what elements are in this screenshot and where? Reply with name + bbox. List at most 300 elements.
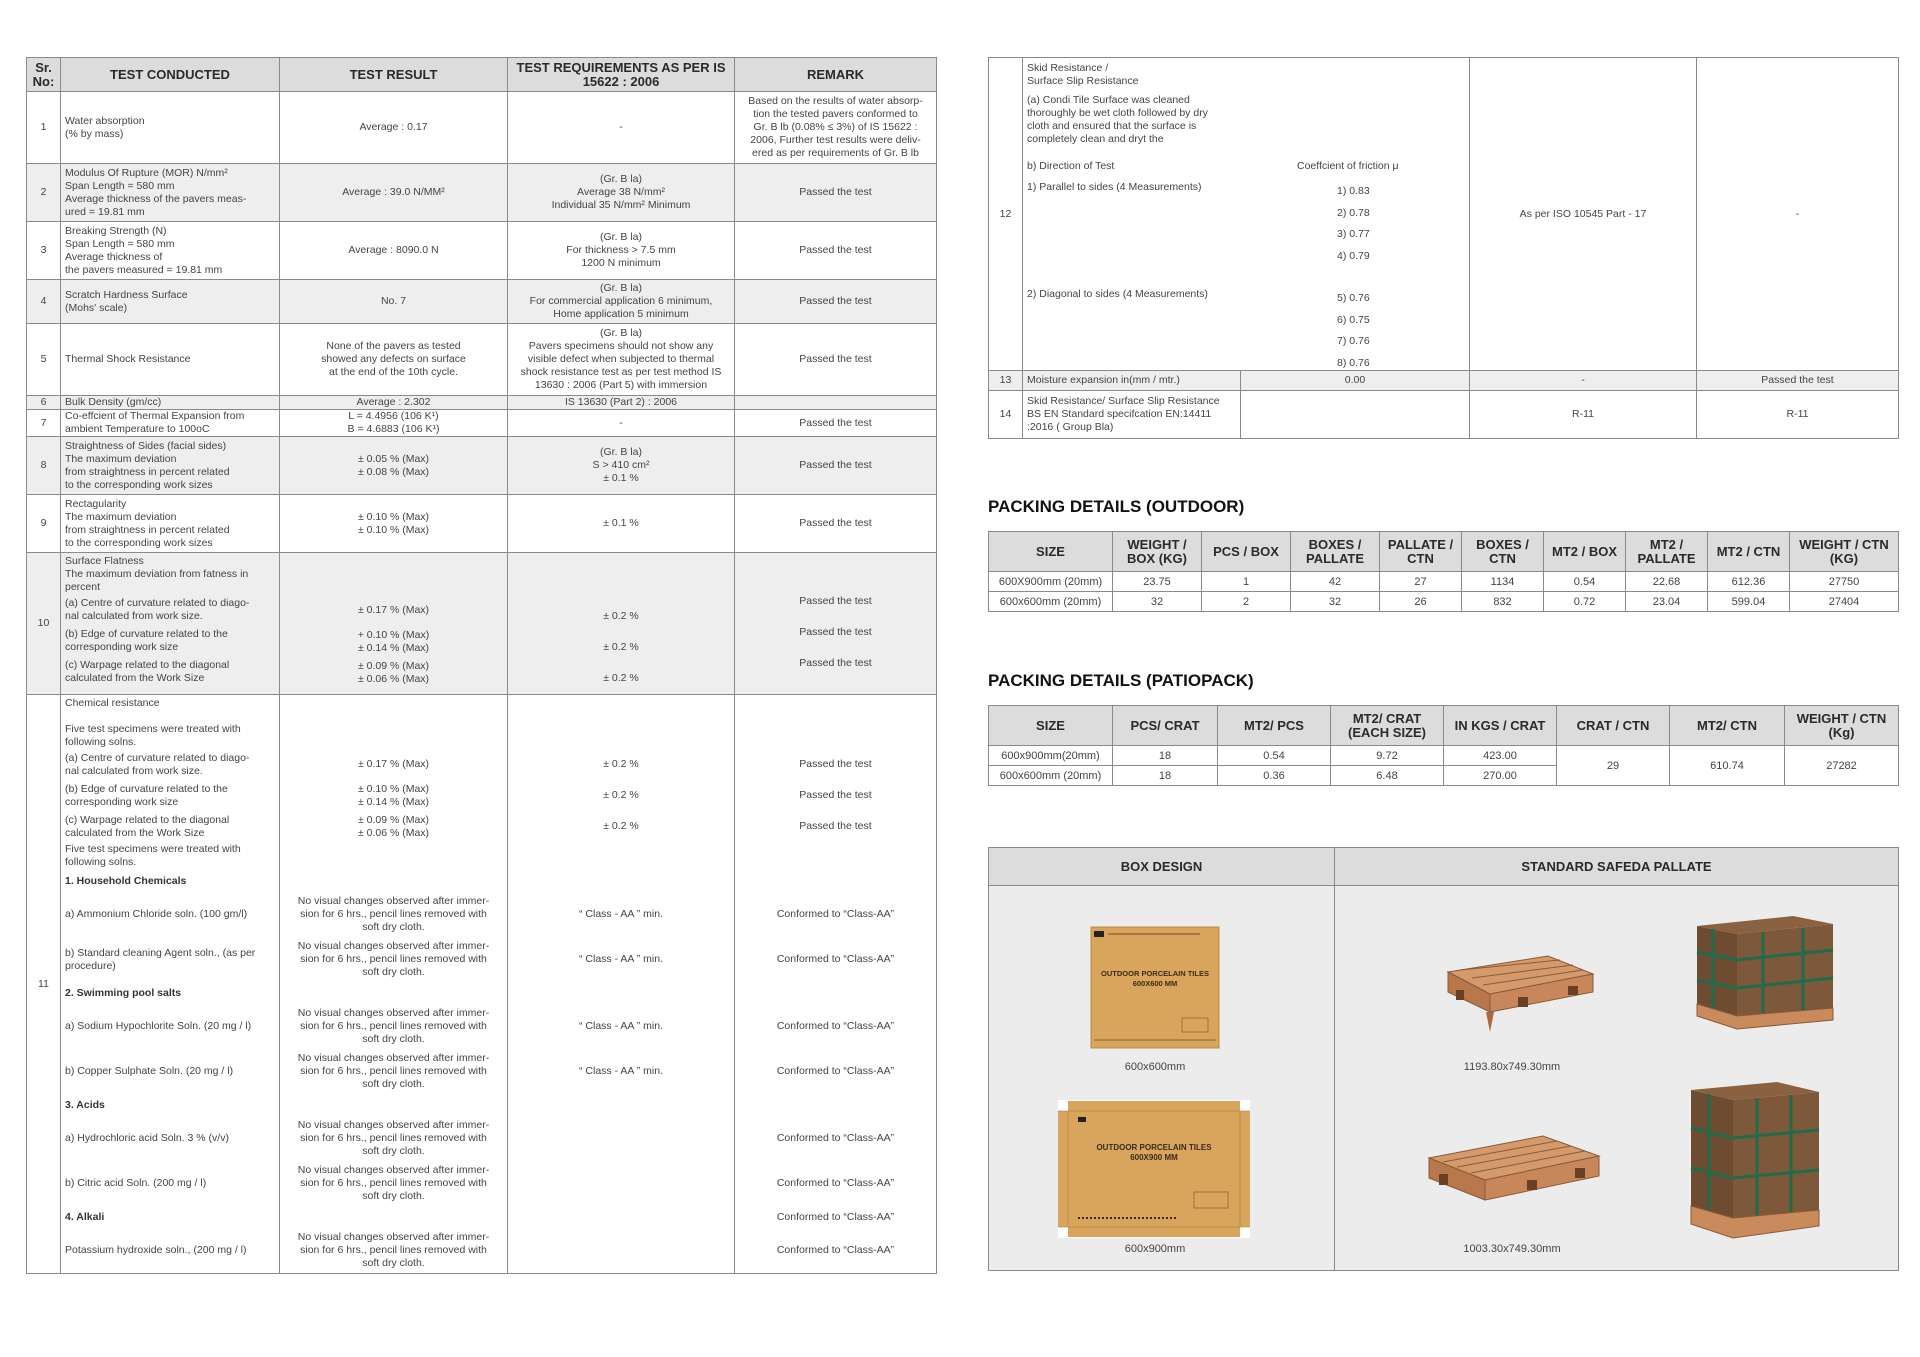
- pallet-2-caption: 1003.30x749.30mm: [1463, 1243, 1561, 1255]
- test-cell: [61, 437, 280, 495]
- packing-patio-header: PCS/ CRAT: [1113, 706, 1218, 746]
- text-line: Home application 5 minimum: [553, 308, 689, 320]
- requirement-cell: [508, 553, 735, 695]
- box-large-caption: 600x900mm: [1124, 1243, 1186, 1255]
- text-line: ambient Temperature to 100oC: [65, 423, 210, 435]
- text-line: B = 4.6883 (106 K¹): [347, 423, 440, 435]
- text-line: ± 0.1 %: [603, 517, 639, 529]
- sub-remark: Passed the test: [799, 626, 872, 638]
- chemical-req: [512, 1161, 730, 1206]
- text-line: Gr. B lb (0.08% ≤ 3%) of IS 15622 :: [753, 121, 918, 133]
- test-line: Skid Resistance/ Surface Slip Resistance: [1027, 395, 1220, 407]
- text-line: -: [619, 416, 623, 429]
- text-line: S > 410 cm²: [592, 459, 650, 471]
- text-line: ± 0.1 %: [603, 472, 639, 484]
- test-cell: [61, 410, 280, 437]
- chemical-item: [65, 892, 275, 937]
- row-number: 2: [27, 164, 61, 222]
- text-line: from straightness in percent related: [65, 523, 230, 536]
- text-line: (Gr. B la): [599, 282, 642, 294]
- chemical-req: “ Class - AA ” min.: [578, 1065, 663, 1077]
- box-600x600-illustration: [1090, 926, 1220, 1049]
- friction-value: 5) 0.76: [1337, 292, 1370, 304]
- value-cell: 0.54: [1544, 572, 1626, 592]
- test-results-body: [27, 92, 937, 1274]
- table-row: [27, 495, 937, 553]
- chemical-group-heading: 1. Household Chemicals: [65, 875, 187, 887]
- text-line: Average thickness of: [65, 250, 163, 263]
- sub-result: [284, 657, 503, 688]
- chemical-remark: Conformed to “Class-AA”: [776, 1177, 895, 1189]
- text-line: showed any defects on surface: [321, 353, 466, 365]
- result-cell: [280, 695, 508, 1274]
- packing-outdoor-header: MT2 / PALLATE: [1626, 532, 1708, 572]
- text-line: Thermal Shock Resistance: [65, 353, 191, 365]
- text-line: ± 0.10 % (Max): [357, 510, 430, 523]
- sub-req: ± 0.2 %: [603, 820, 639, 832]
- text-line: b) Copper Sulphate Soln. (20 mg / l): [65, 1065, 234, 1077]
- skid-para-line: (a) Condi Tile Surface was cleaned: [1027, 94, 1190, 106]
- sub-test: [65, 811, 275, 842]
- text-line: ± 0.14 % (Max): [357, 795, 430, 808]
- sub-remark: Passed the test: [799, 758, 872, 770]
- text-line: [739, 396, 932, 409]
- table-row: [989, 746, 1899, 766]
- requirement-cell: [508, 495, 735, 553]
- row-number: 11: [27, 695, 61, 1274]
- skid-title-line-2: Surface Slip Resistance: [1027, 75, 1139, 87]
- test-cell: [61, 553, 280, 695]
- text-line: 13630 : 2006 (Part 5) with immersion: [534, 379, 708, 391]
- sub-row: [65, 594, 275, 625]
- row-number: 7: [27, 410, 61, 437]
- friction-value: 7) 0.76: [1337, 335, 1370, 347]
- text-line: No visual changes observed after immer-: [297, 1052, 490, 1064]
- chemical-remark: Conformed to “Class-AA”: [776, 953, 895, 965]
- text-line: Passed the test: [799, 295, 872, 307]
- text-line: b) Citric acid Soln. (200 mg / l): [65, 1177, 207, 1189]
- packing-patio-header: SIZE: [989, 706, 1113, 746]
- text-line: corresponding work size: [65, 640, 179, 653]
- weight-per-ctn: 27282: [1785, 746, 1899, 786]
- text-line: Modulus Of Rupture (MOR) N/mm²: [65, 166, 228, 179]
- text-line: procedure): [65, 959, 116, 972]
- value-cell: 26: [1380, 592, 1462, 612]
- skid-para-line: thoroughly be wet cloth followed by dry: [1027, 107, 1208, 119]
- sub-result: [284, 595, 503, 626]
- chemical-result: [284, 1049, 503, 1094]
- value-cell: 6.48: [1331, 766, 1444, 786]
- test-line: BS EN Standard specifcation EN:14411: [1027, 408, 1212, 420]
- text-line: No visual changes observed after immer-: [297, 940, 490, 952]
- pallet-header: STANDARD SAFEDA PALLATE: [1335, 848, 1899, 886]
- chemical-remark: Conformed to “Class-AA”: [776, 1244, 895, 1256]
- text-line: No visual changes observed after immer-: [297, 1007, 490, 1019]
- requirement-cell: [508, 164, 735, 222]
- text-line: Straightness of Sides (facial sides): [65, 439, 227, 452]
- text-line: None of the pavers as tested: [326, 340, 461, 352]
- remark-cell: R-11: [1697, 391, 1899, 439]
- packing-patio-header: MT2/ PCS: [1218, 706, 1331, 746]
- mt2-per-ctn: 610.74: [1670, 746, 1785, 786]
- result-cell: [280, 437, 508, 495]
- text-line: Five test specimens were treated with: [65, 843, 241, 855]
- remark-cell: [735, 324, 937, 396]
- row-number: 8: [27, 437, 61, 495]
- text-line: Scratch Hardness Surface: [65, 288, 188, 301]
- text-line: nal calculated from work size.: [65, 609, 203, 622]
- sub-row: [65, 656, 275, 687]
- text-line: Passed the test: [799, 353, 872, 365]
- sub-req: ± 0.2 %: [603, 641, 639, 653]
- packing-outdoor-header: WEIGHT / BOX (KG): [1113, 532, 1202, 572]
- text-line: Passed the test: [799, 186, 872, 198]
- result-cell: [280, 495, 508, 553]
- remark-cell: [735, 495, 937, 553]
- text-line: No. 7: [380, 295, 407, 307]
- text-line: soft dry cloth.: [362, 1257, 425, 1269]
- text-line: (c) Warpage related to the diagonal: [65, 658, 230, 671]
- text-line: Span Length = 580 mm: [65, 179, 175, 192]
- value-cell: 27: [1380, 572, 1462, 592]
- value-cell: 42: [1291, 572, 1380, 592]
- requirement-cell: [508, 92, 735, 164]
- text-line: Bulk Density (gm/cc): [65, 396, 162, 408]
- row-number: 9: [27, 495, 61, 553]
- row-number: 1: [27, 92, 61, 164]
- direction-of-test: b) Direction of Test: [1027, 160, 1115, 172]
- text-line: Passed the test: [799, 244, 872, 256]
- text-line: L = 4.4956 (106 K¹): [348, 410, 439, 422]
- packing-outdoor-header: MT2 / CTN: [1708, 532, 1790, 572]
- remark-cell: [735, 92, 937, 164]
- text-line: Five test specimens were treated with: [65, 723, 241, 735]
- value-cell: 27404: [1790, 592, 1899, 612]
- result-cell: [1241, 391, 1470, 439]
- chemical-group-heading: 2. Swimming pool salts: [65, 987, 182, 999]
- text-line: at the end of the 10th cycle.: [328, 366, 458, 378]
- requirement-cell: [508, 695, 735, 1274]
- skid-para-line: cloth and ensured that the surface is: [1027, 120, 1197, 132]
- remark-cell: Passed the test: [1697, 371, 1899, 391]
- value-cell: 2: [1202, 592, 1291, 612]
- table-row: [27, 396, 937, 410]
- requirement-cell: [508, 410, 735, 437]
- value-cell: 423.00: [1444, 746, 1557, 766]
- text-line: the pavers measured = 19.81 mm: [65, 263, 223, 276]
- table-row: [27, 553, 937, 695]
- requirement-cell: [508, 280, 735, 324]
- row-number: 12: [989, 58, 1023, 371]
- table-row: [27, 410, 937, 437]
- text-line: Passed the test: [799, 416, 872, 429]
- sub-remark: Conformed to “Class-AA”: [776, 1211, 895, 1223]
- text-line: (b) Edge of curvature related to the: [65, 627, 228, 640]
- result-cell: [280, 396, 508, 410]
- table-row: [27, 695, 937, 1274]
- packing-outdoor-table: [988, 531, 1899, 612]
- text-line: Rectagularity: [65, 497, 127, 510]
- row-number: 13: [989, 371, 1023, 391]
- box-large-size: 600X900 MM: [1130, 1153, 1178, 1162]
- text-line: soft dry cloth.: [362, 1190, 425, 1202]
- chemical-req: “ Class - AA ” min.: [578, 908, 663, 920]
- requirement-cell: [508, 222, 735, 280]
- table-row: [27, 437, 937, 495]
- result-cell: [280, 324, 508, 396]
- requirement-cell: R-11: [1470, 391, 1697, 439]
- result-cell: [280, 164, 508, 222]
- value-cell: 0.54: [1218, 746, 1331, 766]
- text-line: ured = 19.81 mm: [65, 205, 145, 218]
- text-line: soft dry cloth.: [362, 1078, 425, 1090]
- friction-value: 1) 0.83: [1337, 185, 1370, 197]
- text-line: The maximum deviation: [65, 510, 177, 523]
- text-line: ± 0.10 % (Max): [357, 523, 430, 536]
- text-line: sion for 6 hrs., pencil lines removed with: [300, 953, 487, 965]
- chemical-remark: Conformed to “Class-AA”: [776, 1020, 895, 1032]
- test-line: :2016 ( Group Bla): [1027, 421, 1114, 433]
- text-line: Average : 2.302: [356, 396, 431, 408]
- text-line: sion for 6 hrs., pencil lines removed with: [300, 1244, 487, 1256]
- sub-remark: Passed the test: [799, 820, 872, 832]
- box-small-size: 600X600 MM: [1132, 979, 1178, 988]
- box-small-caption: 600x600mm: [1124, 1061, 1186, 1073]
- packing-outdoor-title: PACKING DETAILS (OUTDOOR): [988, 497, 1245, 516]
- row-number: 3: [27, 222, 61, 280]
- remark-cell: [735, 280, 937, 324]
- text-line: [65, 710, 275, 723]
- requirement-cell: As per ISO 10545 Part - 17: [1470, 58, 1697, 371]
- text-line: soft dry cloth.: [362, 1145, 425, 1157]
- text-line: (Mohs' scale): [65, 301, 128, 314]
- five-specimens: [65, 842, 275, 870]
- test-cell: [61, 222, 280, 280]
- remark-cell: [735, 222, 937, 280]
- friction-value: 8) 0.76: [1337, 356, 1370, 369]
- sub-remark: [739, 982, 932, 1004]
- packing-patio-title: PACKING DETAILS (PATIOPACK): [988, 671, 1254, 690]
- text-line: ± 0.09 % (Max): [357, 659, 430, 672]
- box-design-header: BOX DESIGN: [989, 848, 1335, 886]
- chemical-result: [284, 1004, 503, 1049]
- packing-outdoor-header: PALLATE / CTN: [1380, 532, 1462, 572]
- test-cell: [61, 324, 280, 396]
- table-row: [989, 592, 1899, 612]
- packing-outdoor-header: MT2 / BOX: [1544, 532, 1626, 572]
- text-line: following solns.: [65, 856, 137, 868]
- text-line: ered as per requirements of Gr. B lb: [752, 147, 919, 159]
- text-line: Passed the test: [799, 459, 872, 471]
- text-line: + 0.10 % (Max): [357, 628, 430, 641]
- skid-para-line: completely clean and dryt the: [1027, 133, 1164, 145]
- table-row: [989, 371, 1899, 391]
- chemical-item: [65, 1116, 275, 1161]
- remark-cell: -: [1697, 58, 1899, 371]
- text-line: Potassium hydroxide soln., (200 mg / l): [65, 1244, 247, 1256]
- text-line: a) Hydrochloric acid Soln. 3 % (v/v): [65, 1132, 229, 1144]
- sub-result: [284, 626, 503, 657]
- packing-outdoor-header: BOXES / PALLATE: [1291, 532, 1380, 572]
- text-line: ± 0.06 % (Max): [357, 826, 430, 839]
- pallet-1193-illustration: [1428, 952, 1596, 1032]
- text-line: For commercial application 6 minimum,: [529, 295, 713, 307]
- table-row: [989, 391, 1899, 439]
- text-line: sion for 6 hrs., pencil lines removed with: [300, 1020, 487, 1032]
- pallet-1-caption: 1193.80x749.30mm: [1463, 1061, 1561, 1073]
- text-line: For thickness > 7.5 mm: [566, 244, 676, 256]
- text-line: from straightness in percent related: [65, 465, 230, 478]
- sub-req: ± 0.2 %: [603, 758, 639, 770]
- diagonal-label: 2) Diagonal to sides (4 Measurements): [1027, 288, 1208, 300]
- remark-cell: [735, 553, 937, 695]
- chemical-remark: Conformed to “Class-AA”: [776, 1065, 895, 1077]
- text-line: Chemical resistance: [65, 697, 160, 709]
- text-line: Span Length = 580 mm: [65, 237, 175, 250]
- requirement-cell: [508, 396, 735, 410]
- packing-patio-header: WEIGHT / CTN (Kg): [1785, 706, 1899, 746]
- chemical-result: [284, 937, 503, 982]
- text-line: (Gr. B la): [599, 231, 642, 243]
- row-number: 14: [989, 391, 1023, 439]
- test-results-table: [26, 57, 937, 1274]
- text-line: -: [619, 121, 623, 133]
- text-line: No visual changes observed after immer-: [297, 1231, 490, 1243]
- table-row: [27, 164, 937, 222]
- value-cell: 27750: [1790, 572, 1899, 592]
- value-cell: 18: [1113, 766, 1218, 786]
- text-line: (% by mass): [65, 127, 124, 140]
- text-line: sion for 6 hrs., pencil lines removed with: [300, 1177, 487, 1189]
- test-cell: [61, 164, 280, 222]
- table-row: [27, 92, 937, 164]
- remark-cell: [735, 695, 937, 1274]
- packing-outdoor-header: SIZE: [989, 532, 1113, 572]
- requirement-cell: -: [1470, 371, 1697, 391]
- chemical-req: “ Class - AA ” min.: [578, 953, 663, 965]
- text-line: No visual changes observed after immer-: [297, 895, 490, 907]
- chemical-remark: Conformed to “Class-AA”: [776, 1132, 895, 1144]
- text-line: ± 0.05 % (Max): [357, 452, 430, 465]
- text-line: Average : 8090.0 N: [348, 244, 439, 256]
- size-cell: 600x900mm(20mm): [989, 746, 1113, 766]
- sub-req: ± 0.2 %: [603, 789, 639, 801]
- header-remark: REMARK: [735, 58, 937, 92]
- chemical-result: [284, 1116, 503, 1161]
- sub-remark: Passed the test: [799, 657, 872, 669]
- chemical-item: [65, 1161, 275, 1206]
- sub-test: [65, 780, 275, 811]
- text-line: sion for 6 hrs., pencil lines removed with: [300, 1132, 487, 1144]
- text-line: Individual 35 N/mm² Minimum: [551, 199, 691, 211]
- header-requirements: TEST REQUIREMENTS AS PER IS 15622 : 2006: [508, 58, 735, 92]
- text-line: Average : 39.0 N/MM²: [342, 186, 445, 198]
- box-600x900-illustration: [1058, 1100, 1250, 1238]
- value-cell: 9.72: [1331, 746, 1444, 766]
- result-cell: [280, 92, 508, 164]
- test-cell: [61, 280, 280, 324]
- value-cell: 23.04: [1626, 592, 1708, 612]
- box-large-title: OUTDOOR PORCELAIN TILES: [1096, 1143, 1212, 1152]
- text-line: ± 0.08 % (Max): [357, 465, 430, 478]
- parallel-values: [1337, 181, 1370, 267]
- chemical-req: “ Class - AA ” min.: [578, 1020, 663, 1032]
- text-line: Co-effcient of Thermal Expansion from: [65, 410, 245, 422]
- text-line: corresponding work size: [65, 795, 179, 808]
- header-test-result: TEST RESULT: [280, 58, 508, 92]
- text-line: calculated from the Work Size: [65, 671, 205, 684]
- result-cell: [280, 222, 508, 280]
- text-line: soft dry cloth.: [362, 966, 425, 978]
- chemical-item: [65, 1049, 275, 1094]
- chemical-group-heading: 4. Alkali: [65, 1211, 105, 1223]
- size-cell: 600x600mm (20mm): [989, 766, 1113, 786]
- text-line: (b) Edge of curvature related to the: [65, 782, 228, 795]
- text-line: sion for 6 hrs., pencil lines removed with: [300, 908, 487, 920]
- text-line: Average 38 N/mm²: [577, 186, 665, 198]
- value-cell: 612.36: [1708, 572, 1790, 592]
- value-cell: 599.04: [1708, 592, 1790, 612]
- text-line: (a) Centre of curvature related to diago-: [65, 596, 250, 609]
- sub-remark: Passed the test: [799, 789, 872, 801]
- chemical-result: [284, 1228, 503, 1273]
- text-line: tion the tested pavers conformed to: [753, 108, 918, 120]
- text-line: (Gr. B la): [599, 446, 642, 458]
- sub-req: ± 0.2 %: [603, 672, 639, 684]
- text-line: soft dry cloth.: [362, 921, 425, 933]
- pallet-1003-illustration: [1415, 1130, 1601, 1214]
- row-number: 6: [27, 396, 61, 410]
- packing-patio-header-row: [989, 706, 1899, 746]
- sub-result: [284, 749, 503, 780]
- sub-row: [65, 625, 275, 656]
- text-line: following solns.: [65, 736, 137, 748]
- skid-resistance-table: [988, 57, 1899, 439]
- remark-cell: [735, 164, 937, 222]
- value-cell: 600x600mm (20mm): [989, 592, 1113, 612]
- value-cell: 0.72: [1544, 592, 1626, 612]
- value-cell: 22.68: [1626, 572, 1708, 592]
- chemical-req: [512, 1116, 730, 1161]
- table-row: [27, 280, 937, 324]
- sub-req: ± 0.2 %: [603, 610, 639, 622]
- text-line: shock resistance test as per test method IS: [520, 366, 722, 378]
- text-line: Breaking Strength (N): [65, 224, 167, 237]
- skid-title-line-1: Skid Resistance /: [1027, 62, 1109, 74]
- test-cell: [61, 495, 280, 553]
- text-line: ± 0.09 % (Max): [357, 813, 430, 826]
- friction-value: 2) 0.78: [1337, 206, 1370, 219]
- text-line: Average thickness of the pavers meas-: [65, 192, 247, 205]
- chemical-group-heading: 3. Acids: [65, 1099, 105, 1111]
- text-line: Surface Flatness: [65, 555, 144, 567]
- packing-patio-table: [988, 705, 1899, 786]
- packing-outdoor-header: PCS / BOX: [1202, 532, 1291, 572]
- text-line: ± 0.17 % (Max): [357, 604, 430, 616]
- sub-result: [284, 780, 503, 811]
- test-cell: [61, 396, 280, 410]
- value-cell: 23.75: [1113, 572, 1202, 592]
- text-line: (Gr. B la): [599, 173, 642, 185]
- packing-outdoor-header: BOXES / CTN: [1462, 532, 1544, 572]
- text-line: Passed the test: [799, 517, 872, 529]
- sub-remark: [739, 870, 932, 892]
- sub-test: [65, 597, 275, 623]
- table-row: [27, 222, 937, 280]
- coefficient-label: Coeffcient of friction μ: [1297, 160, 1399, 172]
- text-line: ± 0.17 % (Max): [357, 758, 430, 770]
- chemical-item: [65, 937, 275, 982]
